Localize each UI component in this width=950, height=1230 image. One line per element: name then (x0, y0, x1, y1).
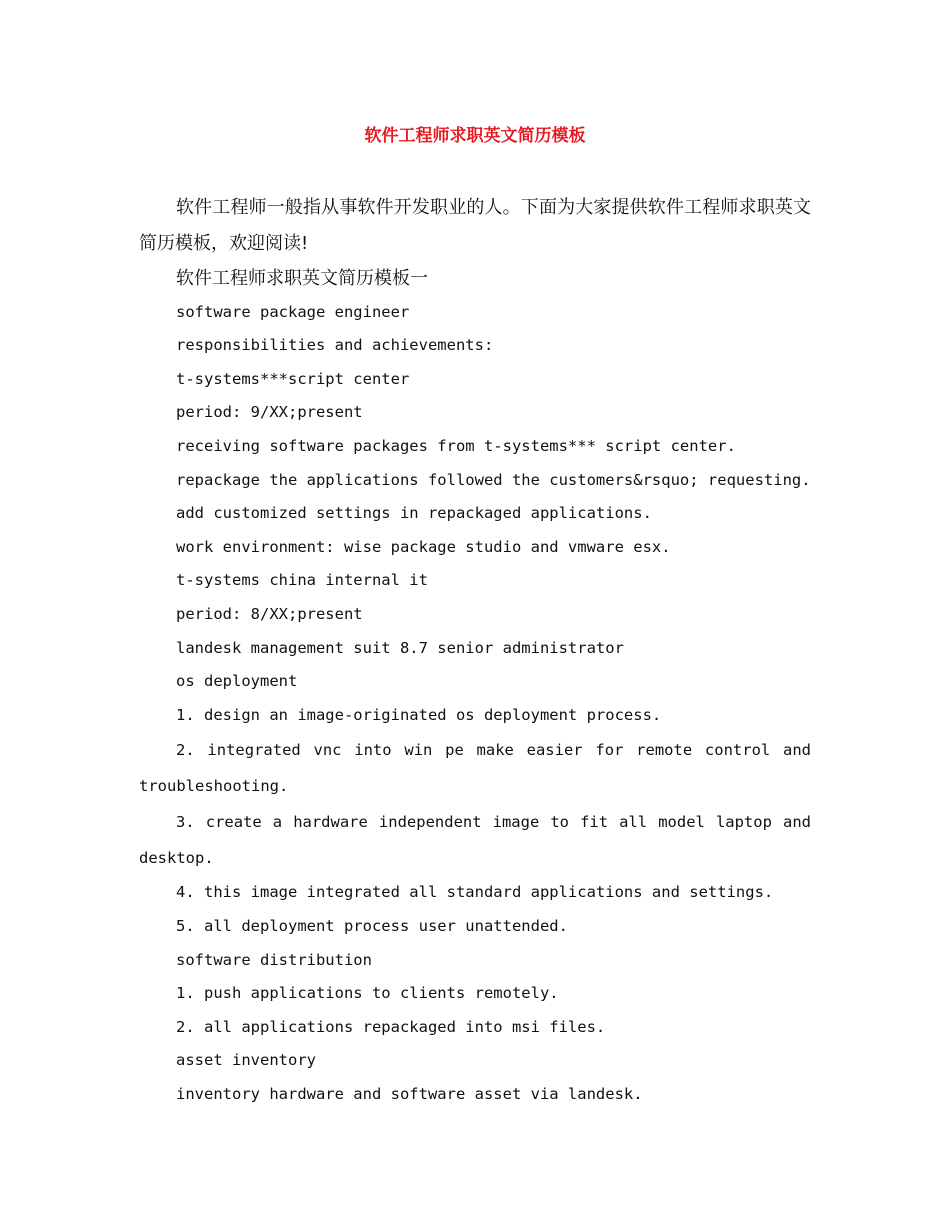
text-line: t-systems china internal it (176, 571, 428, 590)
text-line: os deployment (176, 672, 298, 691)
text-line: inventory hardware and software asset via landesk. (176, 1084, 643, 1103)
text-line: work environment: wise package studio and vmware esx. (176, 537, 671, 556)
list-item: 3. create a hardware independent image to fit all model laptop and desktop. (139, 813, 811, 868)
text-line: landesk management suit 8.7 senior administrator (176, 638, 624, 657)
text-line: period: 9/XX;present (176, 403, 363, 422)
list-item: 5. all deployment process user unattended. (176, 916, 568, 935)
list-item: 2. all applications repackaged into msi files. (176, 1017, 606, 1036)
text-line: add customized settings in repackaged applications. (176, 504, 652, 523)
list-item: 2. integrated vnc into win pe make easier for remote control and troubleshooting. (139, 741, 811, 796)
section-heading: 软件工程师求职英文简历模板一 (176, 268, 428, 289)
document-body (139, 190, 811, 1111)
list-item: 1. design an image-originated os deployment process. (176, 705, 662, 724)
text-line: software package engineer (176, 302, 410, 321)
text-line: repackage the applications followed the customers&rsquo; requesting. (176, 470, 811, 489)
intro-paragraph: 软件工程师一般指从事软件开发职业的人。下面为大家提供软件工程师求职英文简历模板，欢迎阅读! (139, 197, 811, 254)
text-line: asset inventory (176, 1051, 316, 1070)
document-title: 软件工程师求职英文简历模板 (364, 126, 586, 146)
list-item: 4. this image integrated all standard applications and settings. (176, 883, 774, 902)
text-line: software distribution (176, 950, 372, 969)
text-line: period: 8/XX;present (176, 604, 363, 623)
text-line: responsibilities and achievements: (176, 336, 494, 355)
text-line: t-systems***script center (176, 369, 410, 388)
list-item: 1. push applications to clients remotely. (176, 984, 559, 1003)
text-line: receiving software packages from t-systems*** script center. (176, 436, 736, 455)
